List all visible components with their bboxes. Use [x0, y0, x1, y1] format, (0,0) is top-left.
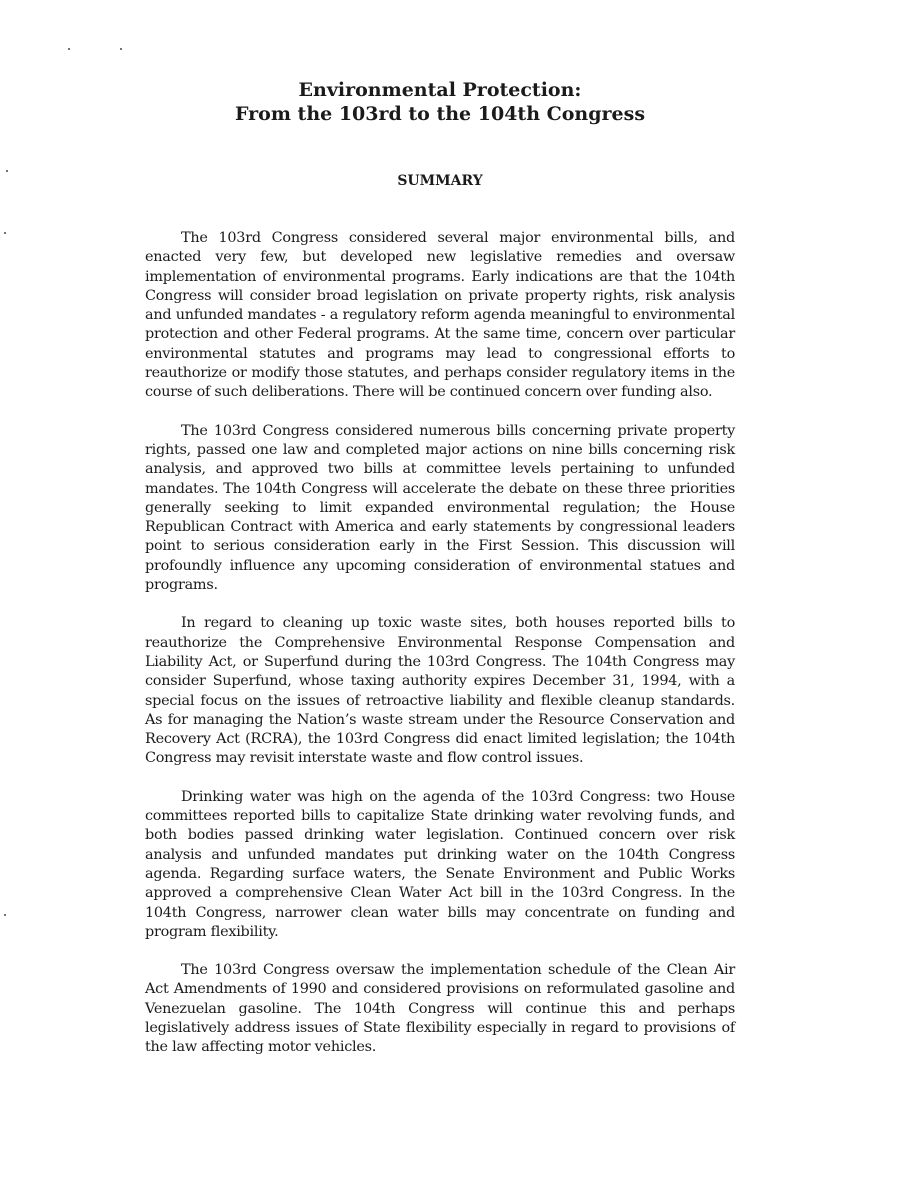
document-title [160, 78, 720, 126]
scan-speck [68, 48, 70, 50]
summary-body [145, 229, 735, 1077]
paragraph-4: Drinking water was high on the agenda of the 103rd Congress: two House committees reported bills to capitalize State drinking water revolving funds, and both bodies passed drinking water legislation. Continued concern over risk analysis and unfunded mandates put drinking water on the 104th Congress agenda. Regarding surface waters, the Senate Environment and Public Works approved a comprehensive Clean Water Act bill in the 103rd Congress. In the 104th Congress, narrower clean water bills may concentrate on funding and program flexibility. [145, 788, 735, 940]
paragraph-3: In regard to cleaning up toxic waste sites, both houses reported bills to reauthorize the Comprehensive Environmental Response Compensation and Liability Act, or Superfund during the 103rd Congress. The 104th Congress may consider Superfund, whose taxing authority expires December 31, 1994, with a special focus on the issues of retroactive liability and flexible cleanup standards. As for managing the Nation’s waste stream under the Resource Conservation and Recovery Act (RCRA), the 103rd Congress did enact limited legislation; the 104th Congress may revisit interstate waste and flow control issues. [145, 615, 735, 767]
scan-speck [4, 914, 6, 916]
title-line-2: From the 103rd to the 104th Congress [234, 103, 646, 125]
scan-speck [120, 48, 122, 50]
scan-speck [6, 170, 8, 172]
paragraph-1: The 103rd Congress considered several major environmental bills, and enacted very few, but developed new legislative remedies and oversaw implementation of environmental programs. Early indications are that the 104th Congress will consider broad legislation on private property rights, risk analysis and unfunded mandates - a regulatory reform agenda meaningful to environmental protection and other Federal programs. At the same time, concern over particular environmental statutes and programs may lead to congressional efforts to reauthorize or modify those statutes, and perhaps consider regulatory items in the course of such deliberations. There will be continued concern over funding also. [145, 230, 735, 401]
paragraph-2: The 103rd Congress considered numerous bills concerning private property rights, passed one law and completed major actions on nine bills concerning risk analysis, and approved two bills at committee levels pertaining to unfunded mandates. The 104th Congress will accelerate the debate on these three priorities generally seeking to limit expanded environmental regulation; the House Republican Contract with America and early statements by congressional leaders point to serious consideration early in the First Session. This discussion will profoundly influence any upcoming consideration of environmental statues and programs. [145, 422, 735, 594]
paragraph-5: The 103rd Congress oversaw the implementation schedule of the Clean Air Act Amendments of 1990 and considered provisions on reformulated gasoline and Venezuelan gasoline. The 104th Congress will continue this and perhaps legislatively address issues of State flexibility especially in regard to provisions of the law affecting motor vehicles. [145, 962, 735, 1056]
title-line-1: Environmental Protection: [298, 79, 582, 101]
scan-speck [4, 232, 6, 234]
summary-heading: SUMMARY [397, 173, 483, 189]
